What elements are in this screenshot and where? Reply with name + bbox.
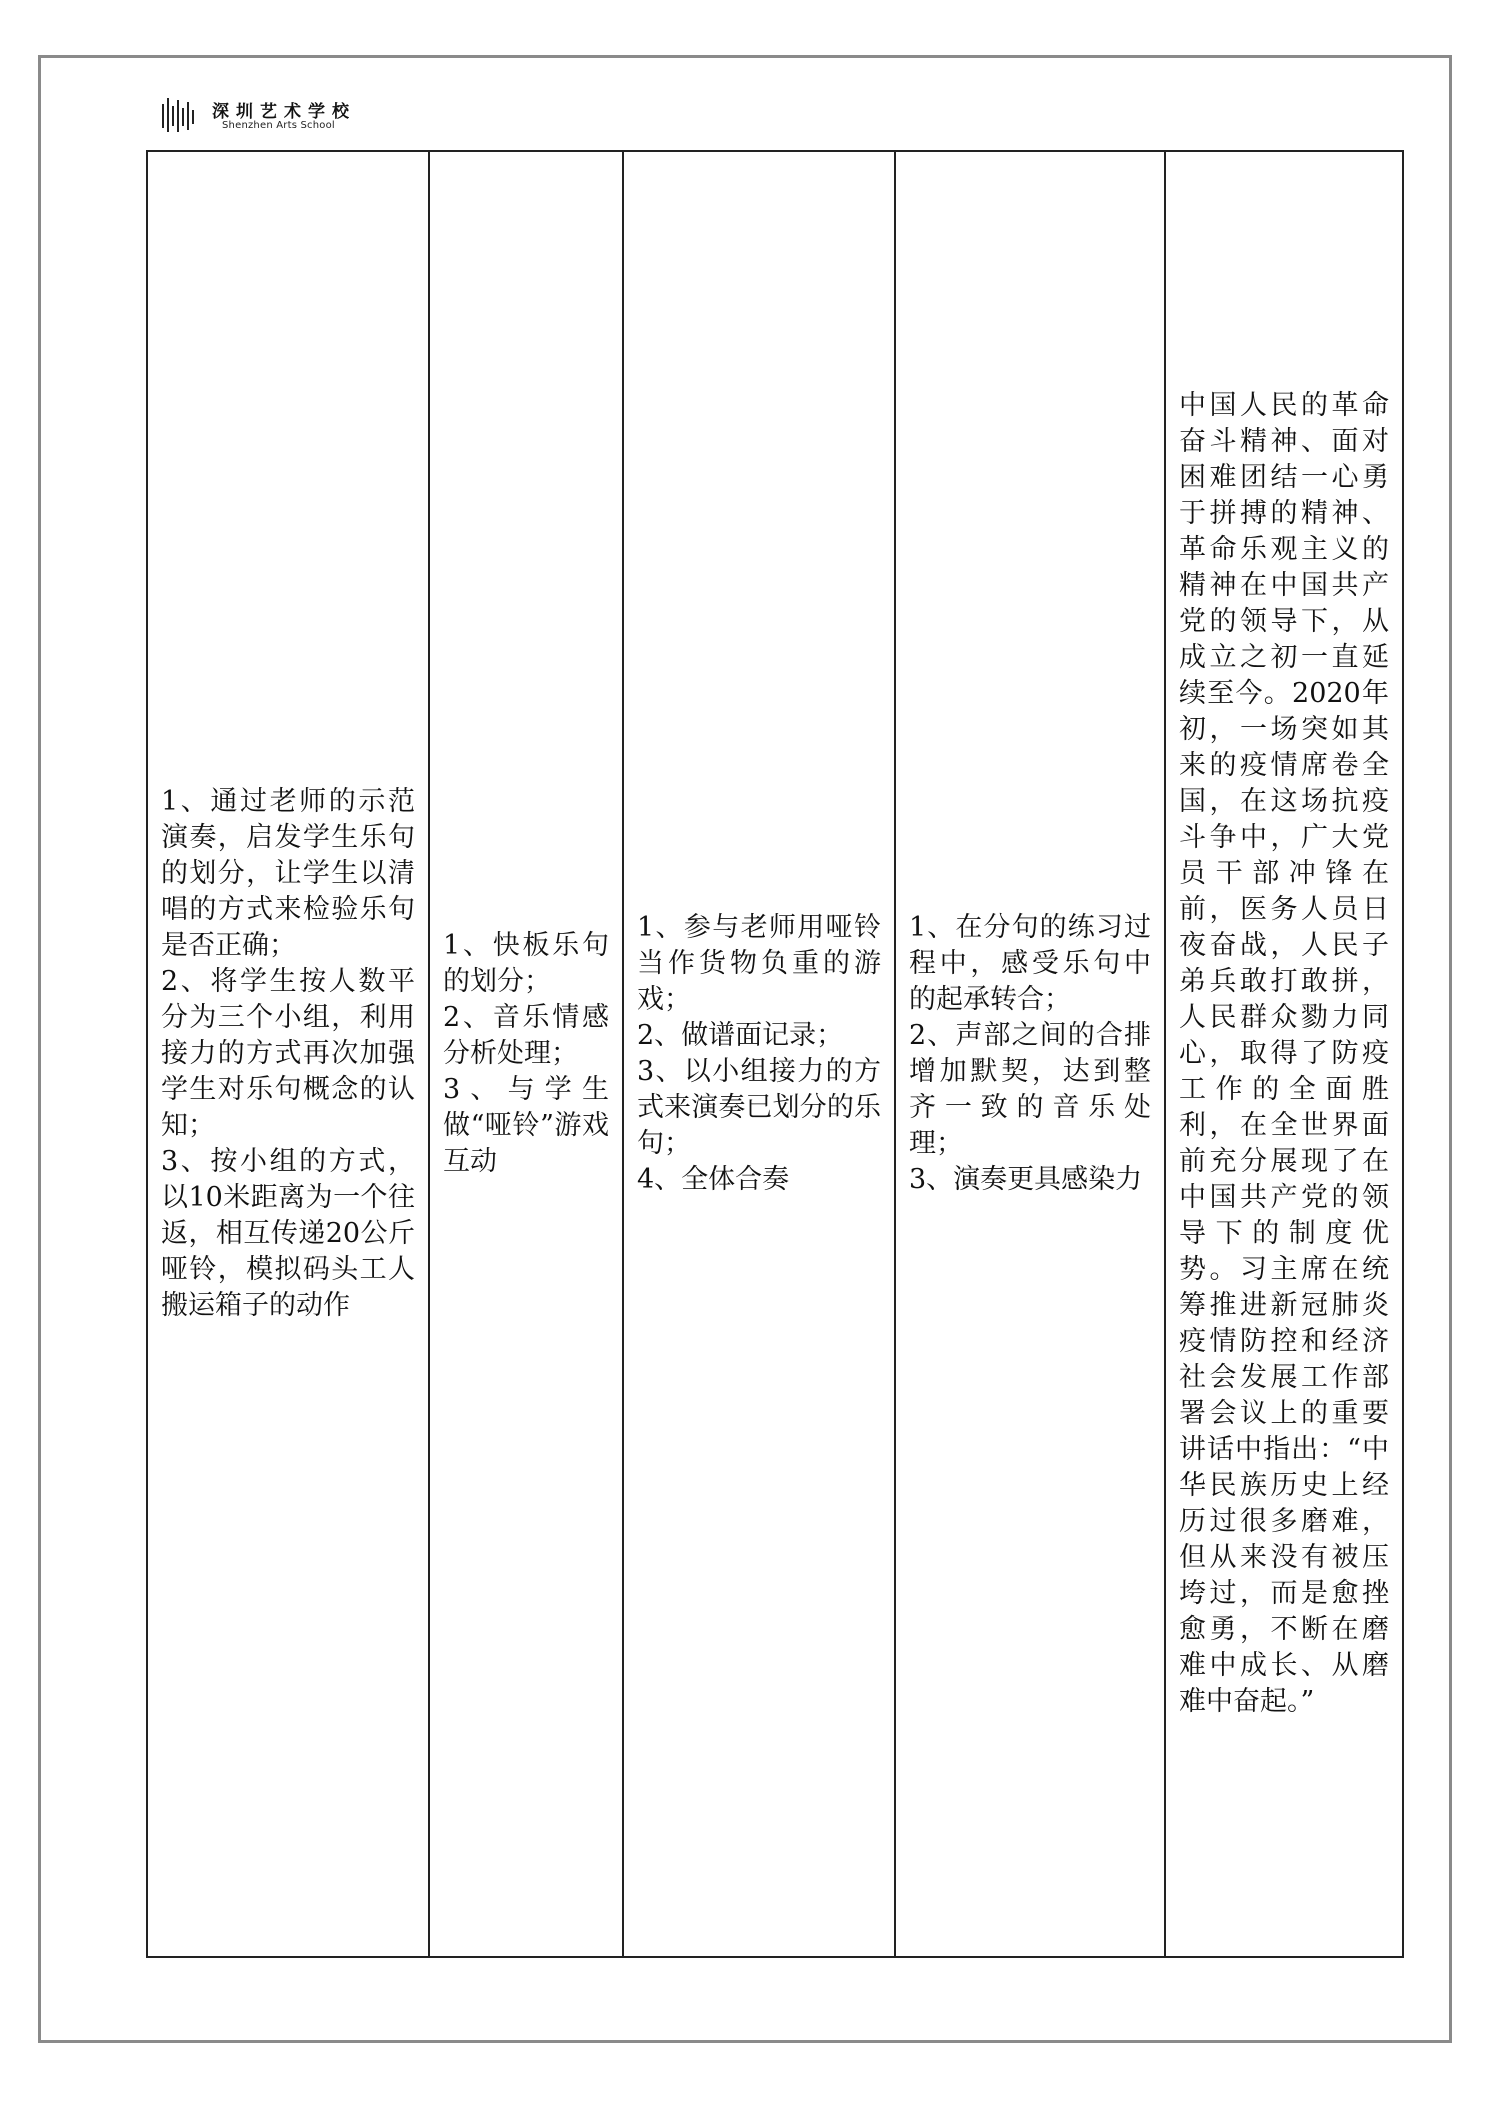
teaching-goal-cell	[895, 151, 1165, 1957]
lesson-plan-table	[146, 150, 1404, 1958]
ideological-education-cell	[1165, 151, 1403, 1957]
cell-text: 中国人民的革命奋斗精神、面对困难团结一心勇于拼搏的精神、革命乐观主义的精神在中国共产党的领导下，从成立之初一直延续至今。2020年初，一场突如其来的疫情席卷全国，在这场抗疫斗争中，广大党员干部冲锋在前，医务人员日夜奋战，人民子弟兵敢打敢拼，人民群众勠力同心，取得了防疫工作的全面胜利，在全世界面前充分展现了在中国共产党的领导下的制度优势。习主席在统筹推进新冠肺炎疫情防控和经济社会发展工作部署会议上的重要讲话中指出：“中华民族历史上经历过很多磨难，但从来没有被压垮过，而是愈挫愈勇，不断在磨难中成长、从磨难中奋起。”	[1179, 390, 1389, 1717]
cell-text: 1、参与老师用哑铃当作货物负重的游戏； 2、做谱面记录； 3、以小组接力的方式来演奏已划分的乐句； 4、全体合奏	[637, 912, 881, 1195]
cell-text: 1、通过老师的示范演奏，启发学生乐句的划分，让学生以清唱的方式来检验乐句是否正确； 2、将学生按人数平分为三个小组，利用接力的方式再次加强学生对乐句概念的认知； 3、按小组的方式，以10米距离为一个往返，相互传递20公斤哑铃，模拟码头工人搬运箱子的动作	[161, 786, 415, 1321]
teaching-process-cell	[147, 151, 429, 1957]
teacher-activity-cell	[429, 151, 623, 1957]
school-logo-bars-icon	[160, 96, 200, 136]
table-row	[147, 151, 1403, 1957]
student-activity-cell	[623, 151, 895, 1957]
cell-text: 1、在分句的练习过程中，感受乐句中的起承转合； 2、声部之间的合排增加默契，达到整齐一致的音乐处理； 3、演奏更具感染力	[909, 912, 1151, 1195]
cell-text: 1、快板乐句的划分； 2、音乐情感分析处理； 3、与学生做“哑铃”游戏互动	[443, 930, 609, 1177]
school-name-cn: 深圳艺术学校	[212, 102, 356, 122]
school-logo	[160, 96, 420, 136]
school-name-en: Shenzhen Arts School	[222, 120, 335, 131]
